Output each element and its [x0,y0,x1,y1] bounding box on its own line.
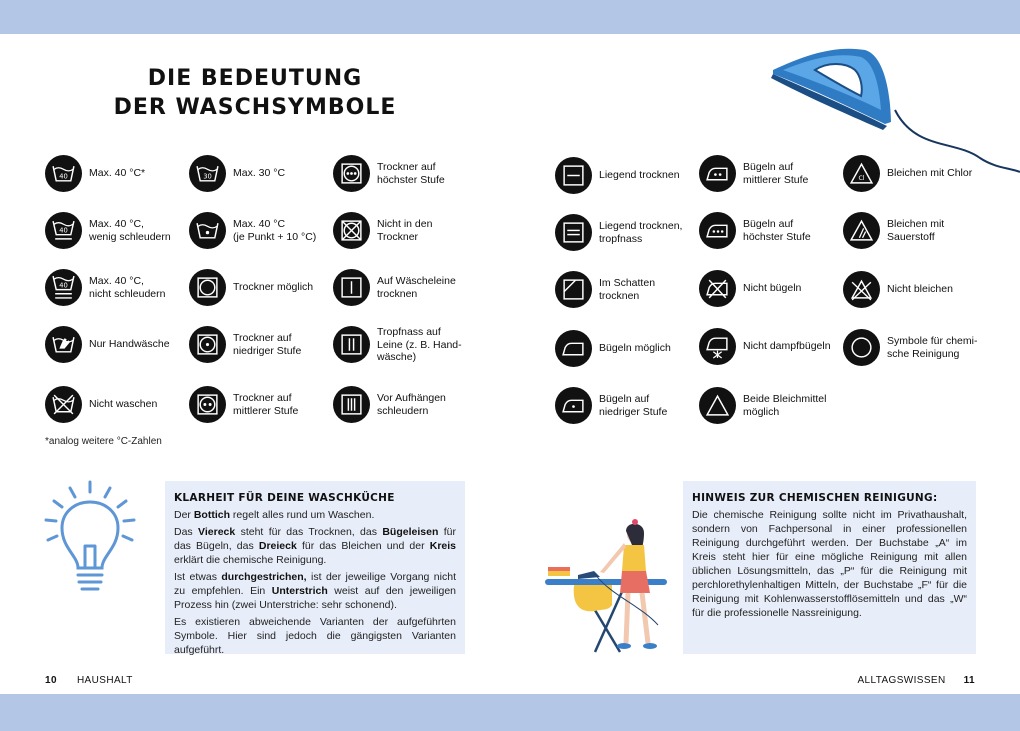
dry-shade-icon [555,271,592,308]
symbol-item [189,269,329,306]
symbol-label: Nicht in den Trockner [377,218,433,243]
symbol-item [333,212,473,249]
no-wash-icon [45,386,82,423]
symbol-item [45,269,185,306]
no-steam-icon [699,328,736,365]
symbol-item [555,387,695,424]
symbol-label: Trockner auf mittlerer Stufe [233,392,299,417]
iron-low-icon [555,387,592,424]
symbol-label: Nicht dampfbügeln [743,340,831,353]
symbol-label: Bleichen mit Chlor [887,167,973,180]
page-number-right: 11 [963,675,975,686]
symbol-label: Trockner auf niedriger Stufe [233,332,302,357]
symbol-label: Max. 40 °C (je Punkt + 10 °C) [233,218,317,243]
svg-text:40: 40 [59,281,68,290]
dry-clean-icon [843,329,880,366]
section-label-right: ALLTAGSWISSEN [857,675,946,686]
symbol-label: Nur Handwäsche [89,338,170,351]
symbol-label: Bügeln auf mittlerer Stufe [743,161,809,186]
symbol-item [555,157,695,194]
symbol-item [333,326,473,364]
symbol-item [699,155,839,192]
info-box-heading: KLARHEIT FÜR DEINE WASCHKÜCHE [174,492,395,504]
dry-flat-wet-icon [555,214,592,251]
symbol-label: Im Schatten trocknen [599,277,656,302]
svg-text:40: 40 [59,172,68,181]
dry-flat-icon [555,157,592,194]
hand-wash-icon [45,326,82,363]
title-line-1: DIE BEDEUTUNG [147,66,363,91]
symbol-label: Symbole für chemi- sche Reinigung [887,335,978,360]
drip-dry-icon [333,326,370,363]
symbol-label: Auf Wäscheleine trocknen [377,275,456,300]
symbol-label: Trockner möglich [233,281,314,294]
symbol-item [699,270,839,307]
bleach-any-icon [699,387,736,424]
no-tumble-dry-icon [333,212,370,249]
svg-text:30: 30 [203,172,212,181]
tumble-dry-icon [189,269,226,306]
symbol-label: Max. 40 °C, wenig schleudern [89,218,171,243]
info-box-paragraph: Der Bottich regelt alles rund um Waschen. [174,509,375,521]
tumble-dry-medium-icon [189,386,226,423]
symbol-item [333,386,473,423]
footnote: *analog weitere °C-Zahlen [45,436,162,447]
tub-40-two-bars-icon [45,269,82,306]
symbol-item [699,212,839,249]
no-bleach-icon [843,271,880,308]
tumble-dry-high-icon [333,155,370,192]
symbol-label: Trockner auf höchster Stufe [377,161,445,186]
bleach-oxygen-icon [843,212,880,249]
symbol-item [189,155,329,192]
spin-hang-icon [333,386,370,423]
lightbulb-icon [40,478,140,603]
symbol-item [699,328,839,365]
symbol-label: Beide Bleichmittel möglich [743,393,827,418]
page-number-left: 10 [45,675,57,686]
symbol-label: Tropfnass auf Leine (z. B. Hand- wäsche) [377,326,462,363]
iron-high-icon [699,212,736,249]
note-box [683,481,976,654]
symbol-item [843,271,983,308]
symbol-label: Max. 40 °C* [89,167,146,180]
bottom-band [0,694,1020,731]
iron-icon [555,330,592,367]
page-title [100,64,410,122]
symbol-item [189,212,329,249]
symbol-label: Max. 40 °C, nicht schleudern [89,275,166,300]
symbol-item [555,330,695,367]
symbol-label: Bügeln auf niedriger Stufe [599,393,668,418]
symbol-item [333,155,473,192]
tub-dot-icon [189,212,226,249]
bleach-chlorine-icon [843,155,880,192]
symbol-item [843,155,983,192]
note-box-text: Die chemische Reinigung sollte nicht im Privathaushalt, sondern von Fachpersonal in einer professionellen Reinigung durchgeführt werden. Der Buchstabe „A“ im Kreis steht hier für eine mögliche Reinigung mit allen üblichen Lösungsmitteln, das „P“ für die Reinigung mit perchlorethylenhaltigen Mitteln, der Buchstabe „F“ für die Reinigung mit Kohlenwasserstofflösemitteln und das „W“ für die professionelle Nassreinigung. [692,509,967,619]
iron-medium-icon [699,155,736,192]
tub-40-icon [45,155,82,192]
symbol-label: Nicht bügeln [743,282,802,295]
symbol-item [555,271,695,308]
no-iron-icon [699,270,736,307]
symbol-item [189,326,329,363]
symbol-label: Max. 30 °C [233,167,286,180]
info-box [165,481,465,654]
top-band [0,0,1020,34]
svg-text:40: 40 [59,226,68,235]
symbol-label: Bügeln auf höchster Stufe [743,218,811,243]
tub-40-one-bar-icon [45,212,82,249]
symbol-item [333,269,473,306]
symbol-item [699,387,839,424]
title-line-2: DER WASCHSYMBOLE [113,95,397,120]
symbol-label: Bleichen mit Sauerstoff [887,218,945,243]
symbol-item [45,326,185,363]
symbol-label: Bügeln möglich [599,342,671,355]
symbol-label: Vor Aufhängen schleudern [377,392,446,417]
folio-left [45,675,133,686]
info-box-paragraph: Ist etwas durchgestrichen, ist der jeweilige Vorgang nicht zu empfehlen. Ein Unterstrich weist auf den jeweiligen Prozess hin (zwei Unterstriche: sehr schonend). [174,571,456,611]
symbol-label: Nicht bleichen [887,283,953,296]
symbol-item [45,155,185,192]
tub-30-icon [189,155,226,192]
info-box-paragraph: Es existieren abweichende Varianten der aufgeführten Symbole. Hier sind jedoch die gängigsten Varianten aufgeführt. [174,616,456,656]
symbol-item [843,329,983,366]
info-box-paragraph: Das Viereck steht für das Trocknen, das Bügeleisen für das Bügeln, das Dreieck für das Bleichen und der Kreis erklärt die chemische Reinigung. [174,526,456,566]
symbol-item [45,212,185,249]
symbol-item [45,386,185,423]
symbol-item [555,214,695,251]
symbol-label: Liegend trocknen, tropfnass [599,220,683,245]
symbol-item [189,386,329,423]
symbol-label: Nicht waschen [89,398,158,411]
line-dry-icon [333,269,370,306]
section-label-left: HAUSHALT [76,675,133,686]
svg-text:Cl: Cl [858,174,865,182]
symbol-label: Liegend trocknen [599,169,680,182]
folio-right [857,675,975,686]
tumble-dry-low-icon [189,326,226,363]
ironing-woman-illustration-icon [540,515,670,655]
symbol-item [843,212,983,249]
note-box-heading: HINWEIS ZUR CHEMISCHEN REINIGUNG: [692,492,938,504]
